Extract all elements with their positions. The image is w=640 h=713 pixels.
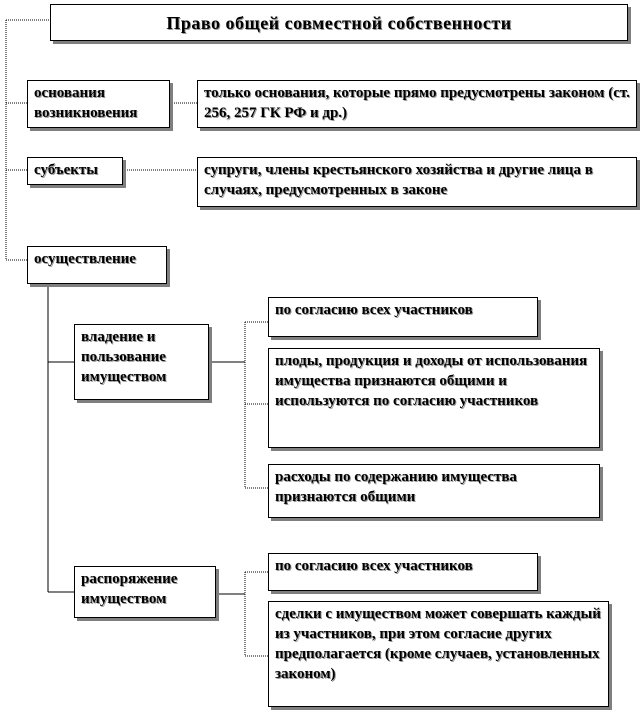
disposal-box: распоряжение имуществом — [74, 566, 216, 618]
diagram-title: Право общей совместной собственности — [50, 4, 628, 41]
grounds-box: основания возникновения — [27, 80, 170, 128]
possession-item-1: по согласию всех участников — [268, 297, 538, 337]
possession-item-2: плоды, продукция и доходы от использования имущества признаются общими и используются по согласию участников — [268, 348, 600, 448]
possession-box: владение и пользование имуществом — [74, 324, 209, 400]
subjects-box: субъекты — [27, 157, 123, 185]
disposal-item-1: по согласию всех участников — [268, 553, 538, 591]
subjects-description-box: супруги, члены крестьянского хозяйства и другие лица в случаях, предусмотренных в законе — [197, 157, 637, 207]
exercise-box: осуществление — [27, 246, 167, 284]
grounds-description-box: только основания, которые прямо предусмотрены законом (ст. 256, 257 ГК РФ и др.) — [197, 80, 637, 128]
disposal-item-2: сделки с имуществом может совершать каждый из участников, при этом согласие других предполагается (кроме случаев, установленных законом) — [268, 601, 609, 707]
possession-item-3: расходы по содержанию имущества признаются общими — [268, 464, 600, 518]
